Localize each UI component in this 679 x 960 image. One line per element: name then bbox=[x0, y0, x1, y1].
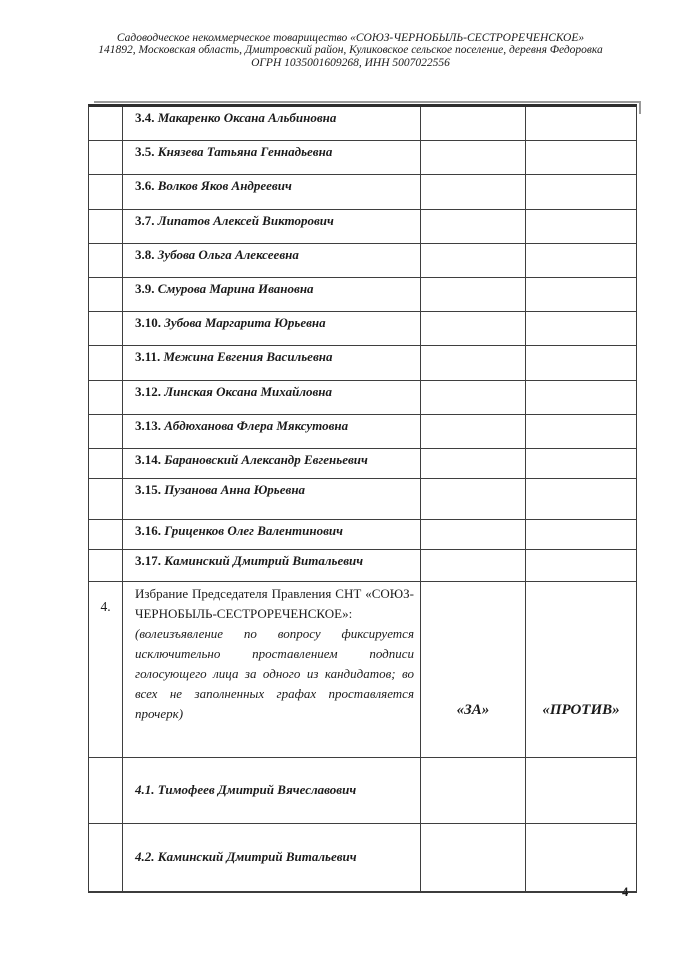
cell-vote-against bbox=[526, 210, 636, 243]
candidate-name: Линская Оксана Михайловна bbox=[164, 383, 333, 399]
cell-candidate bbox=[123, 758, 421, 823]
cell-number bbox=[89, 479, 123, 519]
table-row bbox=[89, 312, 636, 346]
candidate-name: Тимофеев Дмитрий Вячеславович bbox=[157, 782, 357, 798]
candidate-name: Пузанова Анна Юрьевна bbox=[164, 481, 306, 497]
cell-vote-against bbox=[526, 244, 636, 277]
org-registration-line: ОГРН 1035001609268, ИНН 5007022556 bbox=[251, 56, 450, 69]
cell-candidate bbox=[123, 381, 421, 414]
cell-item-description bbox=[123, 582, 421, 757]
cell-vote-against bbox=[526, 141, 636, 174]
table-row bbox=[89, 550, 636, 582]
cell-vote-against bbox=[526, 312, 636, 345]
cell-vote-against bbox=[526, 107, 636, 140]
cell-candidate bbox=[123, 824, 421, 891]
row-number: 3.9. bbox=[135, 280, 155, 296]
cell-number bbox=[89, 312, 123, 345]
cell-candidate bbox=[123, 278, 421, 311]
cell-number bbox=[89, 758, 123, 823]
row-number: 4.2. bbox=[135, 849, 155, 865]
cell-vote-against bbox=[526, 415, 636, 448]
cell-number bbox=[89, 449, 123, 478]
candidate-name: Барановский Александр Евгеньевич bbox=[164, 451, 368, 467]
candidate-name: Каминский Дмитрий Витальевич bbox=[157, 849, 357, 865]
cell-candidate bbox=[123, 346, 421, 379]
cell-candidate bbox=[123, 175, 421, 208]
cell-number bbox=[89, 346, 123, 379]
cell-vote-against bbox=[526, 479, 636, 519]
org-address-line: 141892, Московская область, Дмитровский район, Куликовское сельское поселение, деревня Федоровка bbox=[98, 44, 603, 57]
cell-number bbox=[89, 520, 123, 549]
table-row bbox=[89, 758, 636, 824]
item-title: Избрание Председателя Правления СНТ «СОЮЗ-ЧЕРНОБЫЛЬ-СЕСТРОРЕЧЕНСКОЕ»: bbox=[135, 585, 414, 621]
row-number: 3.12. bbox=[135, 383, 161, 399]
candidate-name: Князева Татьяна Геннадьевна bbox=[157, 144, 333, 160]
cell-number bbox=[89, 415, 123, 448]
cell-number bbox=[89, 550, 123, 581]
item-number: 4. bbox=[100, 598, 111, 614]
cell-vote-for bbox=[421, 346, 526, 379]
row-number: 3.16. bbox=[135, 522, 161, 538]
row-number: 3.15. bbox=[135, 481, 161, 497]
row-number: 3.17. bbox=[135, 552, 161, 568]
candidate-name: Каминский Дмитрий Витальевич bbox=[164, 552, 364, 568]
cell-candidate bbox=[123, 520, 421, 549]
vote-for-label: «ЗА» bbox=[456, 701, 490, 718]
row-number: 3.13. bbox=[135, 417, 161, 433]
candidate-line bbox=[135, 849, 357, 865]
candidate-name: Межина Евгения Васильевна bbox=[163, 349, 333, 365]
cell-number bbox=[89, 107, 123, 140]
org-name-line: Садоводческое некоммерческое товарищество «СОЮЗ-ЧЕРНОБЫЛЬ-СЕСТРОРЕЧЕНСКОЕ» bbox=[116, 32, 585, 44]
table-row bbox=[89, 141, 636, 175]
candidate-name: Зубова Маргарита Юрьевна bbox=[164, 315, 326, 331]
cell-number bbox=[89, 244, 123, 277]
agenda-item-4-row bbox=[89, 582, 636, 758]
vote-against-label: «ПРОТИВ» bbox=[542, 701, 620, 718]
cell-vote-for bbox=[421, 415, 526, 448]
table-row bbox=[89, 824, 636, 891]
row-number: 3.8. bbox=[135, 246, 155, 262]
cell-number bbox=[89, 381, 123, 414]
cell-vote-against bbox=[526, 278, 636, 311]
candidate-name: Гриценков Олег Валентинович bbox=[164, 522, 343, 538]
table-row bbox=[89, 278, 636, 312]
cell-vote-for bbox=[421, 141, 526, 174]
cell-vote-for bbox=[421, 520, 526, 549]
cell-candidate bbox=[123, 312, 421, 345]
item-note: (волеизъявление по вопросу фиксируется исключительно проставлением подписи голосующего лица за одного из кандидатов; во всех не заполненных графах проставляется прочерк) bbox=[135, 625, 414, 721]
cell-number bbox=[89, 278, 123, 311]
candidate-name: Абдюханова Флера Мяксутовна bbox=[164, 417, 349, 433]
cell-vote-for bbox=[421, 107, 526, 140]
cell-candidate bbox=[123, 210, 421, 243]
candidate-name: Волков Яков Андреевич bbox=[157, 178, 292, 194]
cell-vote-for bbox=[421, 381, 526, 414]
document-header bbox=[60, 32, 641, 69]
table-row bbox=[89, 175, 636, 209]
cell-candidate bbox=[123, 415, 421, 448]
table-row bbox=[89, 244, 636, 278]
candidate-name: Липатов Алексей Викторович bbox=[157, 212, 334, 228]
cell-vote-against bbox=[526, 175, 636, 208]
cell-candidate bbox=[123, 479, 421, 519]
cell-vote-against bbox=[526, 381, 636, 414]
cell-candidate bbox=[123, 141, 421, 174]
cell-vote-for bbox=[421, 175, 526, 208]
candidate-name: Смурова Марина Ивановна bbox=[157, 280, 314, 296]
table-row bbox=[89, 210, 636, 244]
cell-number bbox=[89, 824, 123, 891]
cell-number bbox=[89, 175, 123, 208]
cell-vote-against bbox=[526, 520, 636, 549]
candidate-line bbox=[135, 782, 356, 798]
cell-vote-against bbox=[526, 346, 636, 379]
cell-vote-for bbox=[421, 449, 526, 478]
row-number: 4.1. bbox=[135, 782, 155, 798]
table-row bbox=[89, 449, 636, 479]
row-number: 3.14. bbox=[135, 451, 161, 467]
cell-vote-for bbox=[421, 210, 526, 243]
table-row bbox=[89, 381, 636, 415]
page-number: 4 bbox=[622, 885, 629, 899]
cell-vote-for-header bbox=[421, 582, 526, 757]
candidate-name: Макаренко Оксана Альбиновна bbox=[157, 110, 337, 125]
cell-candidate bbox=[123, 449, 421, 478]
cell-vote-for bbox=[421, 312, 526, 345]
cell-number bbox=[89, 582, 123, 757]
voting-table bbox=[88, 104, 637, 893]
table-row bbox=[89, 415, 636, 449]
cell-vote-for bbox=[421, 758, 526, 823]
cell-vote-against bbox=[526, 824, 636, 891]
cell-number bbox=[89, 141, 123, 174]
cell-vote-for bbox=[421, 479, 526, 519]
row-number: 3.7. bbox=[135, 212, 155, 228]
cell-candidate bbox=[123, 550, 421, 581]
cell-vote-against bbox=[526, 550, 636, 581]
row-number: 3.5. bbox=[135, 144, 155, 160]
candidate-name: Зубова Ольга Алексеевна bbox=[157, 246, 299, 262]
cell-number bbox=[89, 210, 123, 243]
cell-vote-against-header bbox=[526, 582, 636, 757]
cell-vote-for bbox=[421, 244, 526, 277]
cell-vote-for bbox=[421, 824, 526, 891]
table-row bbox=[89, 520, 636, 550]
row-number: 3.6. bbox=[135, 178, 155, 194]
cell-vote-against bbox=[526, 758, 636, 823]
cell-candidate bbox=[123, 244, 421, 277]
table-row bbox=[89, 346, 636, 380]
cell-candidate bbox=[123, 107, 421, 140]
row-number: 3.11. bbox=[135, 349, 161, 365]
cell-vote-against bbox=[526, 449, 636, 478]
table-row bbox=[89, 479, 636, 520]
row-number: 3.4. bbox=[135, 110, 155, 125]
table-row bbox=[89, 107, 636, 141]
cell-vote-for bbox=[421, 550, 526, 581]
cell-vote-for bbox=[421, 278, 526, 311]
row-number: 3.10. bbox=[135, 315, 161, 331]
